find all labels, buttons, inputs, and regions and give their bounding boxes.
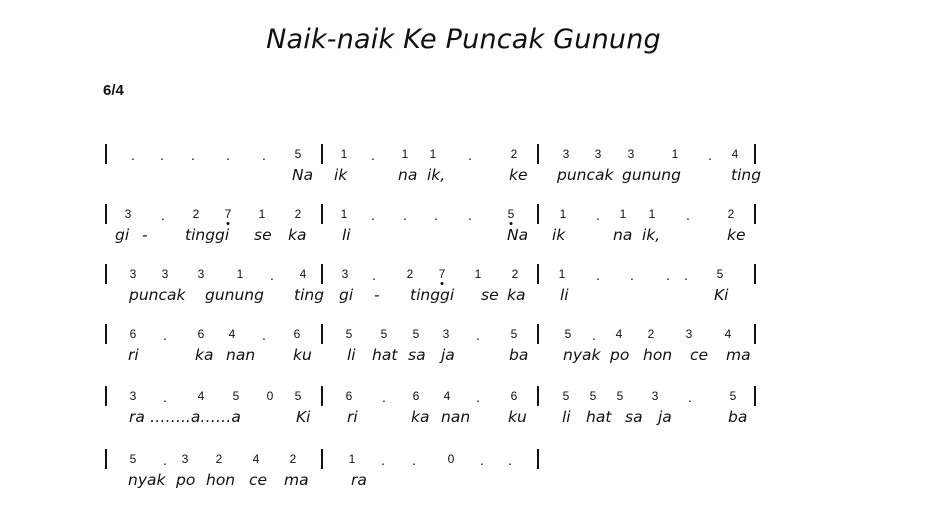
lyric-syllable: ku [293, 346, 312, 364]
lyric-syllable: po [610, 346, 630, 364]
barline [754, 386, 756, 406]
note: 5 [564, 327, 572, 341]
note: 1 [401, 147, 409, 161]
lyric-syllable: ka [288, 226, 307, 244]
barline [105, 264, 107, 284]
note: 1 [236, 267, 244, 281]
lyric-syllable: ba [509, 346, 529, 364]
note: 6 [293, 327, 301, 341]
lyric-syllable: li [347, 346, 356, 364]
barline [321, 386, 323, 406]
note: . [191, 147, 195, 163]
note: 3 [594, 147, 602, 161]
note: 5 [232, 389, 240, 403]
note: . [592, 327, 596, 343]
note: 7 [224, 207, 232, 221]
lyric-syllable: li [342, 226, 351, 244]
lyric-syllable: gi [115, 226, 130, 244]
lyric-syllable: se [254, 226, 272, 244]
note: 4 [299, 267, 307, 281]
lyric-syllable: hon [206, 471, 236, 489]
lyric-syllable: ma [726, 346, 751, 364]
note: 1 [340, 207, 348, 221]
note: 2 [406, 267, 414, 281]
note: 2 [511, 267, 519, 281]
lyric-syllable: ku [508, 408, 527, 426]
barline [537, 264, 539, 284]
lower-octave-dot [441, 282, 444, 285]
note: . [371, 207, 375, 223]
lyric-syllable: ka [195, 346, 214, 364]
note: 6 [129, 327, 137, 341]
note: 5 [345, 327, 353, 341]
note: . [270, 267, 274, 283]
lyric-syllable: ra [351, 471, 367, 489]
lyric-syllable: ke [509, 166, 528, 184]
time-signature: 6/4 [103, 82, 124, 99]
note: 5 [616, 389, 624, 403]
barline [105, 144, 107, 164]
lyric-syllable: nyak [563, 346, 601, 364]
lyric-syllable: ra [129, 408, 145, 426]
note: 4 [615, 327, 623, 341]
note: 3 [442, 327, 450, 341]
barline [321, 204, 323, 224]
note: 4 [443, 389, 451, 403]
note: 1 [648, 207, 656, 221]
note: . [434, 207, 438, 223]
barline [321, 324, 323, 344]
note: . [630, 267, 634, 283]
note: . [226, 147, 230, 163]
lyric-syllable: hat [586, 408, 612, 426]
lyric-syllable: nan [226, 346, 256, 364]
barline [105, 449, 107, 469]
note: 3 [129, 389, 137, 403]
lyric-syllable: ce [249, 471, 268, 489]
lyric-syllable: gi [339, 286, 354, 304]
barline [754, 264, 756, 284]
lyric-syllable: puncak [129, 286, 186, 304]
note: 2 [727, 207, 735, 221]
note: 5 [729, 389, 737, 403]
note: 5 [716, 267, 724, 281]
song-title: Naik-naik Ke Puncak Gunung [266, 24, 661, 55]
note: . [160, 147, 164, 163]
lyric-syllable: se [481, 286, 499, 304]
note: . [403, 207, 407, 223]
note: 3 [124, 207, 132, 221]
note: 5 [294, 147, 302, 161]
note: 5 [294, 389, 302, 403]
lyric-syllable: hat [372, 346, 398, 364]
note: 6 [510, 389, 518, 403]
note: 6 [345, 389, 353, 403]
barline [537, 204, 539, 224]
barline [105, 386, 107, 406]
note: . [163, 452, 167, 468]
note: 7 [438, 267, 446, 281]
note: 5 [380, 327, 388, 341]
note: 1 [619, 207, 627, 221]
note: . [666, 267, 670, 283]
lyric-syllable: nyak [128, 471, 166, 489]
note: 3 [129, 267, 137, 281]
note: . [468, 207, 472, 223]
lyric-syllable: tinggi [185, 226, 230, 244]
note: 0 [266, 389, 274, 403]
lyric-syllable: ……..a……a [150, 408, 241, 426]
note: . [161, 207, 165, 223]
note: 5 [510, 327, 518, 341]
lyric-syllable: ma [284, 471, 309, 489]
note: . [480, 452, 484, 468]
lyric-syllable: - [142, 226, 148, 244]
note: . [688, 389, 692, 405]
lyric-syllable: Na [292, 166, 314, 184]
barline [537, 386, 539, 406]
note: 3 [651, 389, 659, 403]
note: 0 [447, 452, 455, 466]
lyric-syllable: puncak [557, 166, 614, 184]
note: 3 [562, 147, 570, 161]
lyric-syllable: ce [690, 346, 709, 364]
lyric-syllable: na [398, 166, 418, 184]
lyric-syllable: li [562, 408, 571, 426]
note: . [684, 267, 688, 283]
note: 1 [429, 147, 437, 161]
lyric-syllable: hon [643, 346, 673, 364]
lyric-syllable: ba [728, 408, 748, 426]
note: . [262, 147, 266, 163]
lyric-syllable: po [176, 471, 196, 489]
note: 3 [341, 267, 349, 281]
lyric-syllable: Ki [296, 408, 311, 426]
lyric-syllable: nan [441, 408, 471, 426]
note: . [596, 207, 600, 223]
note: 3 [627, 147, 635, 161]
note: . [476, 327, 480, 343]
note: 2 [294, 207, 302, 221]
note: 3 [181, 452, 189, 466]
lyric-syllable: ja [658, 408, 672, 426]
note: 1 [258, 207, 266, 221]
barline [754, 204, 756, 224]
note: 4 [228, 327, 236, 341]
note: 3 [161, 267, 169, 281]
note: 2 [215, 452, 223, 466]
barline [537, 144, 539, 164]
note: 2 [510, 147, 518, 161]
note: 2 [192, 207, 200, 221]
note: . [163, 389, 167, 405]
note: . [371, 147, 375, 163]
note: 1 [558, 267, 566, 281]
barline [321, 144, 323, 164]
barline [321, 449, 323, 469]
note: . [382, 389, 386, 405]
note: . [468, 147, 472, 163]
barline [105, 324, 107, 344]
lyric-syllable: ka [507, 286, 526, 304]
note: 5 [129, 452, 137, 466]
lyric-syllable: ting [731, 166, 762, 184]
lyric-syllable: ja [441, 346, 455, 364]
note: . [163, 327, 167, 343]
note: . [708, 147, 712, 163]
lyric-syllable: ik [552, 226, 566, 244]
barline [754, 324, 756, 344]
lyric-syllable: ke [727, 226, 746, 244]
lyric-syllable: tinggi [410, 286, 455, 304]
lyric-syllable: ik [334, 166, 348, 184]
note: . [508, 452, 512, 468]
note: 1 [559, 207, 567, 221]
barline [754, 144, 756, 164]
note: 2 [647, 327, 655, 341]
lyric-syllable: sa [625, 408, 643, 426]
barline [537, 324, 539, 344]
lyric-syllable: ting [294, 286, 325, 304]
note: . [372, 267, 376, 283]
lyric-syllable: ri [347, 408, 358, 426]
lyric-syllable: - [374, 286, 380, 304]
lyric-syllable: Ki [714, 286, 729, 304]
note: 1 [348, 452, 356, 466]
note: . [412, 452, 416, 468]
lyric-syllable: Na [507, 226, 529, 244]
note: 1 [474, 267, 482, 281]
note: 5 [412, 327, 420, 341]
barline [321, 264, 323, 284]
note: . [381, 452, 385, 468]
note: 5 [589, 389, 597, 403]
note: 2 [289, 452, 297, 466]
note: 1 [671, 147, 679, 161]
lyric-syllable: li [560, 286, 569, 304]
note: . [686, 207, 690, 223]
lyric-syllable: ik, [427, 166, 446, 184]
lyric-syllable: gunung [622, 166, 681, 184]
barline [537, 449, 539, 469]
lyric-syllable: ri [128, 346, 139, 364]
lyric-syllable: na [613, 226, 633, 244]
note: 5 [562, 389, 570, 403]
lower-octave-dot [227, 222, 230, 225]
note: . [131, 147, 135, 163]
note: 3 [197, 267, 205, 281]
note: 4 [252, 452, 260, 466]
note: . [596, 267, 600, 283]
barline [105, 204, 107, 224]
lyric-syllable: ka [411, 408, 430, 426]
note: 6 [197, 327, 205, 341]
note: 1 [340, 147, 348, 161]
note: 4 [724, 327, 732, 341]
note: 3 [685, 327, 693, 341]
note: 6 [412, 389, 420, 403]
note: . [262, 327, 266, 343]
lower-octave-dot [510, 222, 513, 225]
note: 4 [731, 147, 739, 161]
lyric-syllable: sa [408, 346, 426, 364]
note: 4 [197, 389, 205, 403]
lyric-syllable: ik, [642, 226, 661, 244]
note: . [476, 389, 480, 405]
lyric-syllable: gunung [205, 286, 264, 304]
note: 5 [507, 207, 515, 221]
